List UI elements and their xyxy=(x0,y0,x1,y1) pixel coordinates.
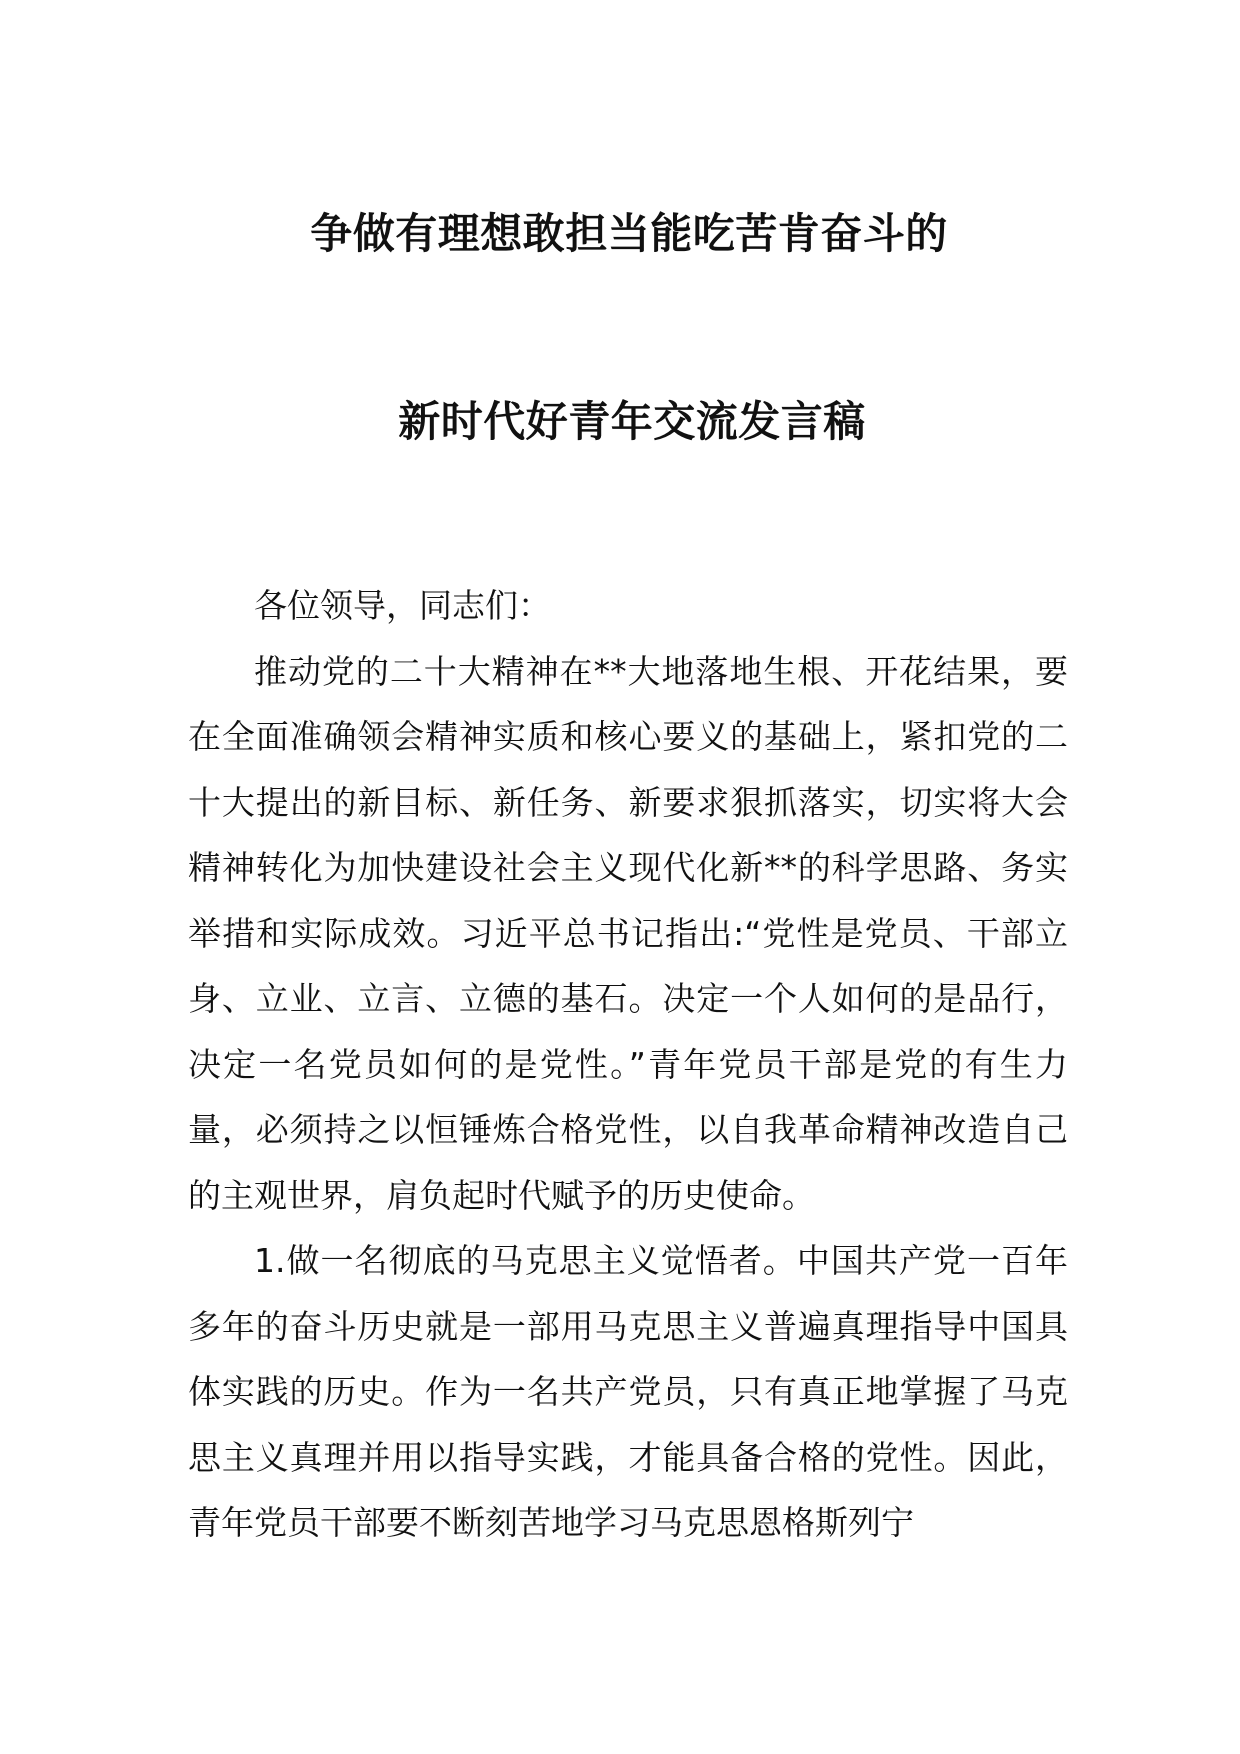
document-title-line-1: 争做有理想敢担当能吃苦肯奋斗的 xyxy=(310,209,948,258)
paragraph-intro: 推动党的二十大精神在**大地落地生根、开花结果，要在全面准确领会精神实质和核心要义的基础上，紧扣党的二十大提出的新目标、新任务、新要求狠抓落实，切实将大会精神转化为加快建设社会主义现代化新**的科学思路、务实举措和实际成效。习近平总书记指出:“党性是党员、干部立身、立业、立言、立德的基石。决定一个人如何的是品行，决定一名党员如何的是党性。”青年党员干部是党的有生力量，必须持之以恒锤炼合格党性，以自我革命精神改造自己的主观世界，肩负起时代赋予的历史使命。 xyxy=(188,651,1068,1215)
document-title-line-2: 新时代好青年交流发言稿 xyxy=(398,397,866,446)
document-body xyxy=(188,573,1068,1556)
salutation: 各位领导，同志们： xyxy=(254,586,551,625)
paragraph-point-1: 1.做一名彻底的马克思主义觉悟者。中国共产党一百年多年的奋斗历史就是一部用马克思主义普遍真理指导中国具体实践的历史。作为一名共产党员，只有真正地掌握了马克思主义真理并用以指导实践，才能具备合格的党性。因此，青年党员干部要不断刻苦地学习马克思恩格斯列宁 xyxy=(188,1241,1068,1542)
